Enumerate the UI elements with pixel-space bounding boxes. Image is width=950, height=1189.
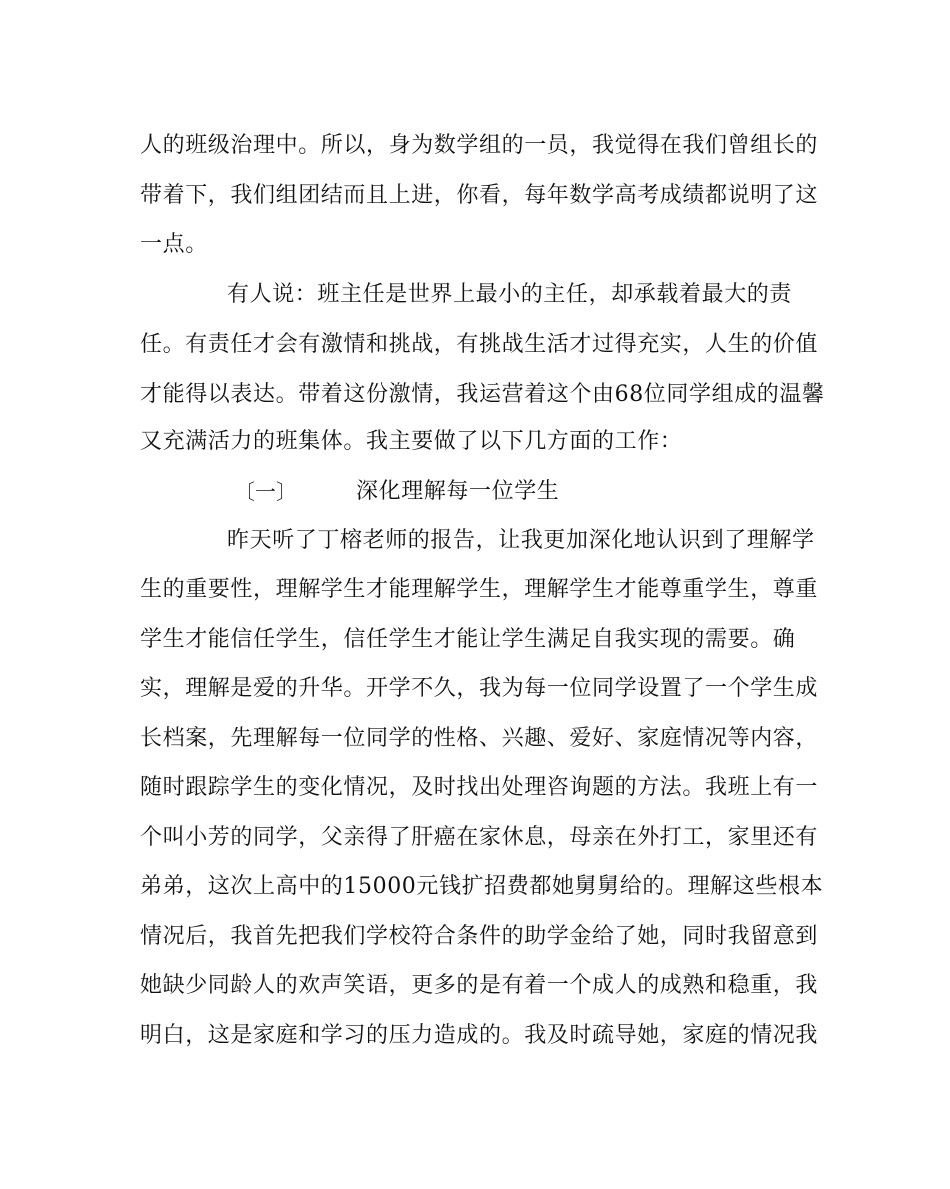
text-line: 实，理解是爱的升华。开学不久，我为每一位同学设置了一个学生成 [140, 676, 819, 701]
section-title: 深化理解每一位学生 [356, 479, 560, 504]
text-line: 才能得以表达。带着这份激情，我运营着这个由68位同学组成的温馨 [140, 382, 825, 407]
section-number: 〔一〕 [234, 480, 297, 504]
text-line: 个叫小芳的同学，父亲得了肝癌在家休息，母亲在外打工，家里还有 [140, 825, 819, 850]
text-line: 带着下，我们组团结而且上进，你看，每年数学高考成绩都说明了这 [140, 183, 819, 208]
text-line: 又充满活力的班集体。我主要做了以下几方面的工作： [140, 429, 683, 454]
paragraph-first-line: 昨天听了丁榕老师的报告，让我更加深化地认识到了理解学 [227, 528, 815, 553]
text-line: 学生才能信任学生，信任学生才能让学生满足自我实现的需要。确 [140, 627, 796, 652]
paragraph-first-line: 有人说：班主任是世界上最小的主任，却承载着最大的责 [227, 282, 793, 307]
text-line: 情况后，我首先把我们学校符合条件的助学金给了她，同时我留意到 [140, 924, 819, 949]
text-line: 一点。 [140, 232, 208, 257]
text-line: 弟弟，这次上高中的15000元钱扩招费都她舅舅给的。理解这些根本 [140, 874, 824, 899]
text-line: 长档案，先理解每一位同学的性格、兴趣、爱好、家庭情况等内容， [140, 726, 819, 751]
text-line: 随时跟踪学生的变化情况，及时找出处理咨询题的方法。我班上有一 [140, 775, 819, 800]
text-line: 生的重要性，理解学生才能理解学生，理解学生才能尊重学生，尊重 [140, 577, 819, 602]
text-line: 任。有责任才会有激情和挑战，有挑战生活才过得充实，人生的价值 [140, 332, 819, 357]
text-line: 她缺少同龄人的欢声笑语，更多的是有着一个成人的成熟和稳重，我 [140, 973, 819, 998]
text-line: 人的班级治理中。所以，身为数学组的一员，我觉得在我们曾组长的 [140, 133, 819, 158]
text-line: 明白，这是家庭和学习的压力造成的。我及时疏导她，家庭的情况我 [140, 1023, 819, 1048]
